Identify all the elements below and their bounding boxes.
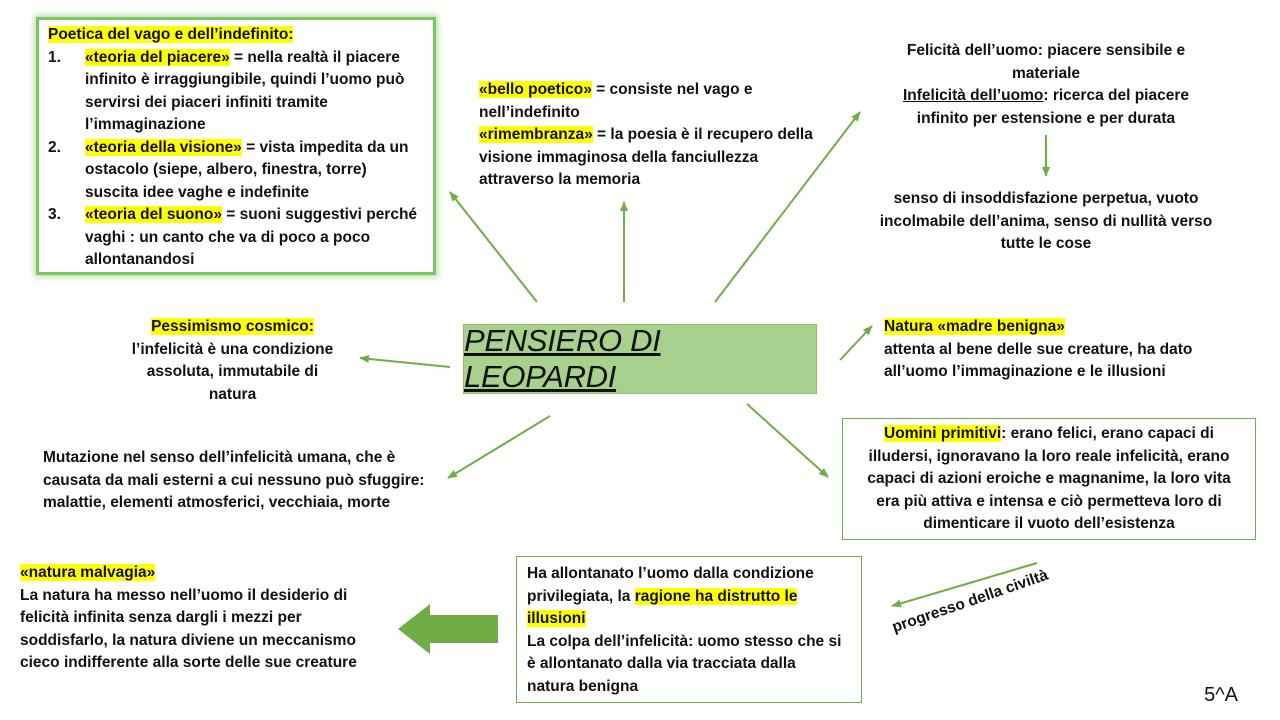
natura-madre-text: all’uomo l’immaginazione e le illusioni	[884, 363, 1166, 380]
uomini-primitivi-box	[842, 418, 1256, 540]
item-term: «teoria del suono»	[85, 206, 222, 223]
mutazione-text: causata da mali esterni a cui nessuno può sfuggire:	[43, 471, 425, 489]
item-text: = vista impedita da un	[241, 138, 409, 156]
felicita-text: Felicità dell’uomo: piacere sensibile e	[906, 42, 1186, 59]
rimembranza-text: attraverso la memoria	[479, 171, 641, 188]
uomini-text: illudersi, ignoravano la loro reale infelicità, erano	[868, 447, 1230, 465]
felicita-text: infinito per estensione e per durata	[916, 109, 1176, 127]
uomini-text: dimenticare il vuoto dell’esistenza	[923, 515, 1175, 532]
natura-madre-block	[884, 316, 1244, 384]
insoddisfazione-text: senso di insoddisfazione perpetua, vuoto	[893, 190, 1199, 207]
pessimismo-title: Pessimismo cosmico:	[151, 318, 314, 335]
natura-malvagia-title: «natura malvagia»	[20, 564, 156, 581]
list-item	[48, 137, 433, 205]
insoddisfazione-block	[860, 188, 1232, 256]
ragione-highlight: ragione ha distrutto le	[634, 587, 798, 605]
bello-block	[479, 79, 849, 192]
natura-malvagia-block	[20, 562, 395, 675]
poetica-list	[48, 47, 433, 272]
ragione-text: è allontanato dalla via tracciata dalla	[527, 655, 796, 672]
item-text: = suoni suggestivi perché	[221, 206, 418, 223]
progresso-label: progresso della civiltà	[890, 566, 1051, 637]
item-text: infinito è irraggiungibile, quindi l’uomo può	[85, 71, 405, 88]
uomini-text: era più attiva e intensa e ciò permetteva loro di	[876, 492, 1222, 510]
uomini-text: : erano felici, erano capaci di	[1001, 425, 1214, 442]
ragione-text: natura benigna	[527, 677, 639, 695]
item-term: «teoria del piacere»	[85, 48, 230, 66]
item-text: allontanandosi	[85, 251, 195, 268]
list-item	[48, 47, 433, 137]
insoddisfazione-text: incolmabile dell’anima, senso di nullità verso	[879, 212, 1213, 230]
rimembranza-term: «rimembranza»	[479, 126, 593, 143]
bello-text: nell’indefinito	[479, 103, 580, 121]
mutazione-text: Mutazione nel senso dell’infelicità umana, che è	[43, 449, 396, 466]
arrow-to-uomini	[747, 404, 828, 477]
central-title	[463, 324, 817, 394]
infelicita-label: Infelicità dell’uomo	[902, 87, 1044, 104]
arrow-to-pessimismo	[360, 358, 450, 367]
pessimismo-text: l’infelicità è una condizione	[131, 340, 334, 358]
felicita-text: materiale	[1011, 64, 1081, 82]
ragione-box	[516, 556, 862, 703]
ragione-text: Ha allontanato l’uomo dalla condizione	[527, 565, 814, 582]
natura-malvagia-text: soddisfarlo, la natura diviene un meccanismo	[20, 631, 356, 649]
list-item	[48, 204, 433, 272]
central-title-text: PENSIERO DI LEOPARDI	[464, 323, 661, 394]
poetica-title: Poetica del vago e dell’indefinito:	[48, 26, 294, 43]
arrow-to-mutazione	[448, 416, 550, 478]
left-block-arrow-icon	[398, 604, 500, 654]
natura-malvagia-text: La natura ha messo nell’uomo il desiderio di	[20, 586, 348, 604]
pessimismo-text: natura	[208, 385, 257, 403]
rimembranza-text: visione immaginosa della fanciullezza	[479, 148, 759, 166]
bello-term: «bello poetico»	[479, 81, 592, 98]
item-number: 3.	[48, 206, 61, 223]
ragione-text: privilegiata, la	[527, 587, 635, 605]
uomini-term: Uomini primitivi	[884, 425, 1002, 442]
mutazione-text: malattie, elementi atmosferici, vecchiaia, morte	[43, 494, 391, 511]
page-number: 5^A	[1204, 684, 1238, 706]
item-term: «teoria della visione»	[85, 138, 242, 156]
pessimismo-block	[100, 316, 365, 406]
item-text: servirsi dei piaceri infiniti tramite	[85, 93, 328, 111]
item-text: = nella realtà il piacere	[229, 48, 400, 66]
pessimismo-text: assoluta, immutabile di	[146, 363, 319, 380]
insoddisfazione-text: tutte le cose	[1000, 235, 1092, 252]
ragione-text: La colpa dell’infelicità: uomo stesso che si	[527, 632, 842, 650]
uomini-text: capaci di azioni eroiche e magnanime, la loro vita	[867, 470, 1231, 487]
poetica-box	[36, 17, 436, 275]
item-text: suscita idee vaghe e indefinite	[85, 183, 309, 201]
ragione-highlight: illusioni	[527, 610, 586, 627]
arrow-to-poetica	[450, 192, 537, 302]
natura-madre-title: Natura «madre benigna»	[884, 318, 1065, 335]
rimembranza-text: = la poesia è il recupero della	[592, 126, 813, 143]
item-number: 2.	[48, 138, 61, 156]
natura-malvagia-text: cieco indifferente alla sorte delle sue creature	[20, 654, 357, 671]
mutazione-block	[43, 447, 453, 515]
natura-madre-text: attenta al bene delle sue creature, ha dato	[884, 340, 1193, 358]
item-text: l’immaginazione	[85, 116, 206, 133]
natura-malvagia-text: felicità infinita senza dargli i mezzi per	[20, 609, 302, 626]
felicita-block	[860, 40, 1232, 130]
bello-text: = consiste nel vago e	[591, 81, 753, 98]
arrow-to-natura-madre	[840, 326, 872, 360]
item-text: vaghi : un canto che va di poco a poco	[85, 228, 371, 246]
felicita-text: : ricerca del piacere	[1043, 87, 1189, 104]
item-number: 1.	[48, 48, 61, 66]
item-text: ostacolo (siepe, albero, finestra, torre)	[85, 161, 367, 178]
